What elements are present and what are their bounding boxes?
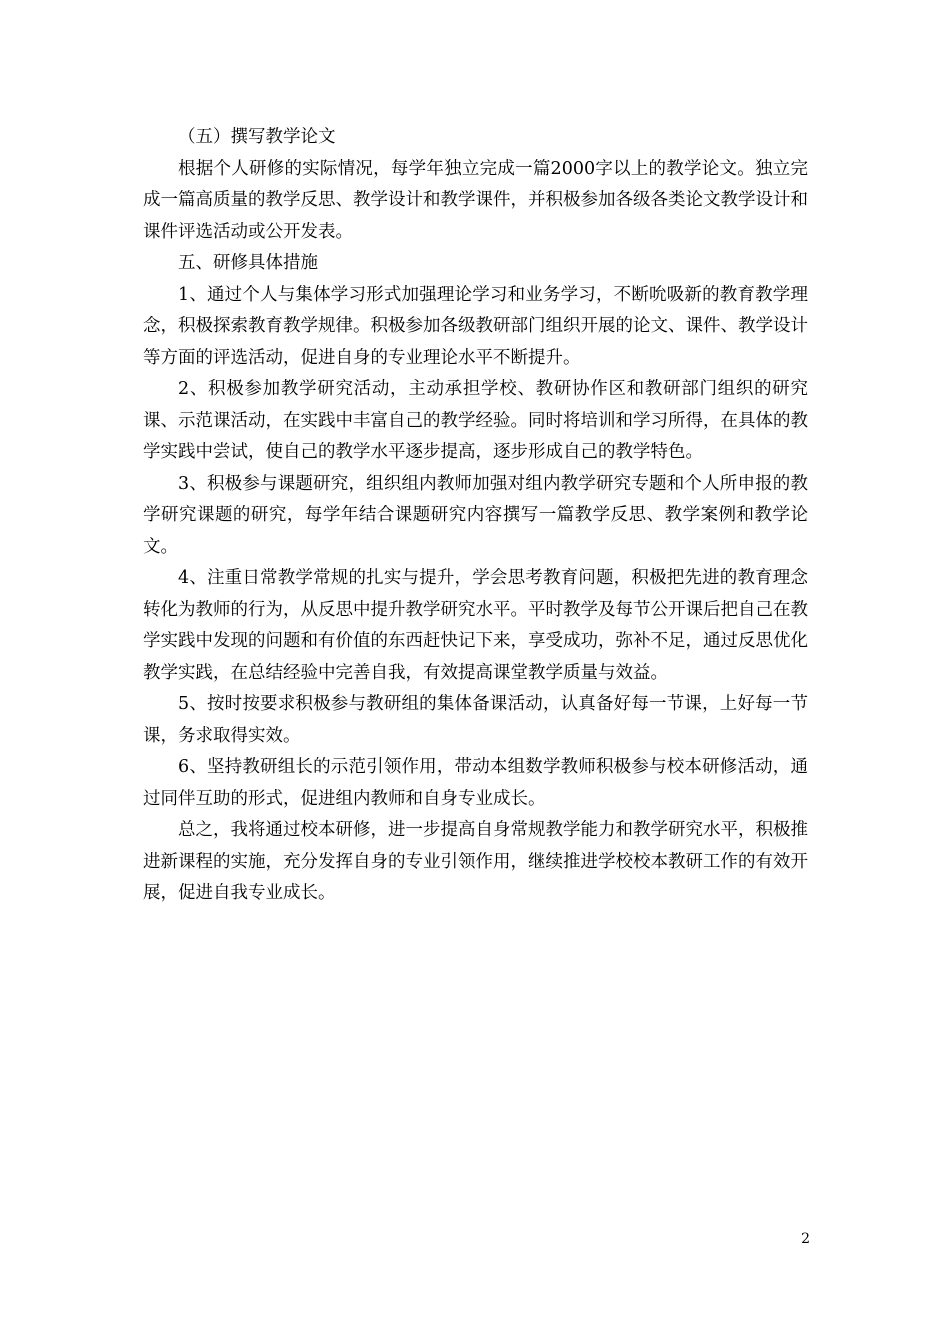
- paragraph-writing-papers: 根据个人研修的实际情况，每学年独立完成一篇2000字以上的教学论文。独立完成一篇高质量的教学反思、教学设计和教学课件，并积极参加各级各类论文教学设计和课件评选活动或公开发表。: [143, 158, 808, 242]
- document-body: [143, 122, 808, 910]
- measure-item-6: 6、坚持教研组长的示范引领作用，带动本组数学教师积极参与校本研修活动，通过同伴互助的形式，促进组内教师和自身专业成长。: [143, 757, 808, 809]
- measure-item-4: 4、注重日常教学常规的扎实与提升，学会思考教育问题，积极把先进的教育理念转化为教师的行为，从反思中提升教学研究水平。平时教学及每节公开课后把自己在教学实践中发现的问题和有价值的东西赶快记下来，享受成功，弥补不足，通过反思优化教学实践，在总结经验中完善自我，有效提高课堂教学质量与效益。: [143, 568, 808, 683]
- section-heading-measures: 五、研修具体措施: [178, 253, 318, 273]
- section-heading-writing-papers: （五）撰写教学论文: [178, 127, 336, 147]
- measure-item-1: 1、通过个人与集体学习形式加强理论学习和业务学习，不断吮吸新的教育教学理念，积极探索教育教学规律。积极参加各级教研部门组织开展的论文、课件、教学设计等方面的评选活动，促进自身的专业理论水平不断提升。: [143, 284, 808, 368]
- measure-item-3: 3、积极参与课题研究，组织组内教师加强对组内教学研究专题和个人所申报的教学研究课题的研究，每学年结合课题研究内容撰写一篇教学反思、教学案例和教学论文。: [143, 473, 808, 557]
- measure-item-2: 2、积极参加教学研究活动，主动承担学校、教研协作区和教研部门组织的研究课、示范课活动，在实践中丰富自己的教学经验。同时将培训和学习所得，在具体的教学实践中尝试，使自己的教学水平逐步提高，逐步形成自己的教学特色。: [143, 379, 808, 462]
- measure-item-5: 5、按时按要求积极参与教研组的集体备课活动，认真备好每一节课，上好每一节课，务求取得实效。: [143, 694, 808, 746]
- page-number: 2: [801, 1231, 810, 1247]
- conclusion-paragraph: 总之，我将通过校本研修，进一步提高自身常规教学能力和教学研究水平，积极推进新课程的实施，充分发挥自身的专业引领作用，继续推进学校校本教研工作的有效开展，促进自我专业成长。: [143, 820, 808, 903]
